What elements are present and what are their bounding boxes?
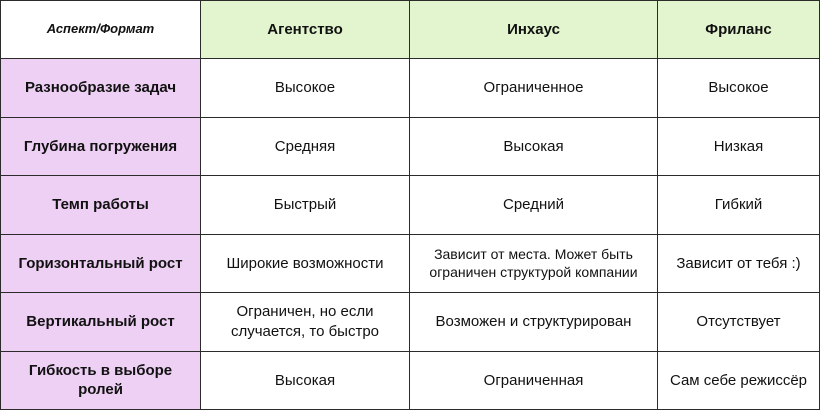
corner-header: Аспект/Формат [1,1,201,59]
table-cell: Ограниченное [410,59,658,118]
table-cell: Быстрый [201,176,410,235]
table-cell: Высокая [410,117,658,176]
row-header: Темп работы [1,176,201,235]
row-header: Гибкость в выборе ролей [1,351,201,410]
row-header: Разнообразие задач [1,59,201,118]
table-cell: Зависит от тебя :) [658,234,820,293]
table-cell: Зависит от места. Может быть ограничен структурой компании [410,234,658,293]
row-header: Глубина погружения [1,117,201,176]
column-header-freelance: Фриланс [658,1,820,59]
table-cell: Низкая [658,117,820,176]
column-header-agency: Агентство [201,1,410,59]
table-row [1,176,820,235]
table-cell: Отсутствует [658,293,820,352]
table-header-row [1,1,820,59]
table-cell: Широкие возможности [201,234,410,293]
table-cell: Средняя [201,117,410,176]
table-cell: Сам себе режиссёр [658,351,820,410]
table-row [1,351,820,410]
table-cell: Ограничен, но если случается, то быстро [201,293,410,352]
table-row [1,234,820,293]
table-row [1,117,820,176]
table-cell: Гибкий [658,176,820,235]
table-row [1,293,820,352]
table-cell: Высокое [658,59,820,118]
table-cell: Ограниченная [410,351,658,410]
table-cell: Средний [410,176,658,235]
table-cell: Высокая [201,351,410,410]
column-header-inhouse: Инхаус [410,1,658,59]
row-header: Вертикальный рост [1,293,201,352]
row-header: Горизонтальный рост [1,234,201,293]
table-row [1,59,820,118]
table-cell: Возможен и структурирован [410,293,658,352]
table-cell: Высокое [201,59,410,118]
